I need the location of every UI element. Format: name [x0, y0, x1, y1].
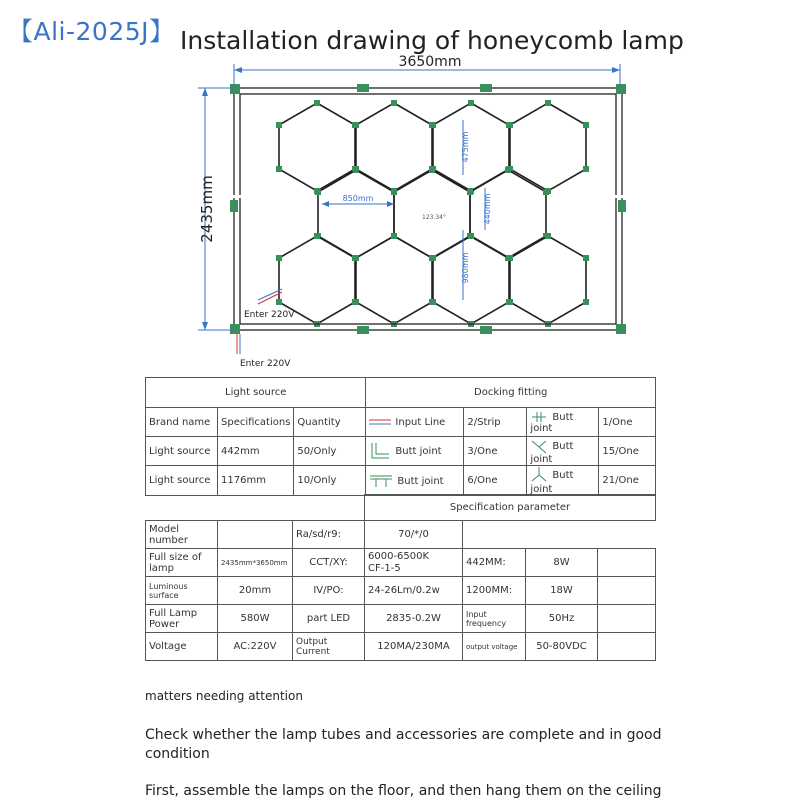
honeycomb-installation-diagram	[0, 0, 800, 380]
hex-connector	[353, 255, 359, 261]
voltage-value: AC:220V	[218, 633, 293, 661]
enter-220v-label-1: Enter 220V	[244, 310, 295, 320]
light-source-row-qty: 50/Only	[294, 437, 366, 466]
part-led-label: part LED	[293, 605, 365, 633]
hexagon-cell	[433, 236, 509, 324]
light-source-row-qty: 10/Only	[294, 466, 366, 496]
power-442-label: 442MM:	[463, 549, 526, 577]
fitting-qty: 2/Strip	[464, 408, 527, 437]
hex-connector	[507, 122, 513, 128]
model-number-label: Model number	[146, 521, 218, 549]
iv-po-label: IV/PO:	[293, 577, 365, 605]
hex-side-label: 475mm	[461, 131, 470, 163]
input-frequency-label: Input frequency	[463, 605, 526, 633]
input-line-icon	[369, 418, 391, 426]
notes-line-1: Check whether the lamp tubes and accessories are complete and in good condition	[145, 727, 662, 762]
light-source-header: Light source	[146, 378, 366, 408]
output-voltage-value: 50-80VDC	[526, 633, 598, 661]
frame-connectors	[230, 84, 626, 334]
hexagon-cell	[356, 103, 432, 191]
full-size-label: Full size of lamp	[146, 549, 218, 577]
fitting-label: Butt joint	[530, 440, 574, 465]
hex-connector	[507, 255, 513, 261]
hex-connector	[468, 100, 474, 106]
hex-connector	[391, 100, 397, 106]
hex-connector	[468, 233, 474, 239]
cct-value-1: 6000-6500K	[368, 550, 430, 562]
output-current-value: 120MA/230MA	[365, 633, 463, 661]
fitting-qty: 1/One	[599, 408, 656, 437]
fitting-straight-joint	[527, 408, 599, 437]
cct-value	[365, 549, 463, 577]
cct-value-2: CF-1-5	[368, 562, 401, 574]
l-joint-icon	[369, 442, 391, 460]
hex-connector	[430, 255, 436, 261]
hexagon-cell	[510, 236, 586, 324]
height-dimension-label: 2435mm	[198, 175, 216, 243]
notes-line-2: First, assemble the lamps on the floor, and then hang them on the ceiling	[145, 783, 662, 799]
full-lamp-power-label: Full Lamp Power	[146, 605, 218, 633]
specification-table	[145, 494, 656, 661]
luminous-surface-label: Luminous surface	[146, 577, 218, 605]
fitting-qty: 6/One	[464, 466, 527, 496]
height2-label: 980mm	[461, 252, 470, 284]
output-current-label: Output Current	[293, 633, 365, 661]
fitting-qty: 21/One	[599, 466, 656, 496]
hex-connector	[429, 167, 435, 173]
power-1200-value: 18W	[526, 577, 598, 605]
tri-joint-icon	[530, 466, 548, 484]
hexagon-cell	[356, 236, 432, 324]
frame-gaps	[232, 195, 624, 198]
hex-width-label: 850mm	[342, 194, 374, 203]
fitting-t-joint	[366, 466, 464, 496]
hex-connector	[467, 189, 473, 195]
fitting-label: Input Line	[395, 416, 446, 428]
docking-fitting-header: Docking fitting	[366, 378, 656, 408]
power-442-value: 8W	[526, 549, 598, 577]
t-joint-icon	[369, 474, 393, 488]
hex-connector	[545, 233, 551, 239]
ra-value: 70/*/0	[365, 521, 463, 549]
straight-joint-icon	[530, 411, 548, 423]
hex-connector	[353, 122, 359, 128]
notes-heading: matters needing attention	[145, 689, 303, 703]
hex-connector	[583, 255, 589, 261]
light-source-row-name: Light source	[146, 466, 218, 496]
dimension-lines	[198, 64, 620, 330]
part-led-value: 2835-0.2W	[365, 605, 463, 633]
full-lamp-power-value: 580W	[218, 605, 293, 633]
light-source-table	[145, 377, 656, 496]
hex-connector	[276, 255, 282, 261]
hex-connector	[430, 299, 436, 305]
fitting-qty: 3/One	[464, 437, 527, 466]
specifications-header: Specifications	[218, 408, 294, 437]
fitting-label: Butt joint	[530, 470, 574, 495]
dimension-arrows	[202, 67, 620, 330]
ra-label: Ra/sd/r9:	[293, 521, 365, 549]
hex-connector	[543, 189, 549, 195]
input-frequency-value: 50Hz	[526, 605, 598, 633]
watermark: 【Ali-2025J】	[8, 17, 175, 46]
angle-label: 123.34°	[422, 214, 446, 221]
fitting-label: Butt joint	[530, 411, 574, 434]
fitting-qty: 15/One	[599, 437, 656, 466]
hex-connector	[314, 100, 320, 106]
fitting-y-joint	[527, 437, 599, 466]
light-source-row-spec: 1176mm	[218, 466, 294, 496]
brand-name-header: Brand name	[146, 408, 218, 437]
fitting-l-joint	[366, 437, 464, 466]
light-source-row-name: Light source	[146, 437, 218, 466]
hex-connector	[505, 167, 511, 173]
full-size-value: 2435mm*3650mm	[218, 549, 293, 577]
hex-connector	[430, 122, 436, 128]
spec-parameter-header: Specification parameter	[365, 495, 656, 521]
hex-connector	[391, 189, 397, 195]
output-voltage-label: output voltage	[463, 633, 526, 661]
voltage-label: Voltage	[146, 633, 218, 661]
hex-connector	[353, 167, 359, 173]
outer-frame	[234, 88, 622, 330]
cct-label: CCT/XY:	[293, 549, 365, 577]
hex-connector	[583, 122, 589, 128]
fitting-tri-joint	[527, 466, 599, 496]
luminous-surface-value: 20mm	[218, 577, 293, 605]
fitting-label: Butt joint	[395, 446, 442, 457]
hex-connector	[276, 122, 282, 128]
gap-label: 440mm	[483, 193, 492, 225]
hex-connector	[276, 166, 282, 172]
hex-connector	[583, 166, 589, 172]
page-title: Installation drawing of honeycomb lamp	[180, 26, 684, 55]
light-source-row-spec: 442mm	[218, 437, 294, 466]
iv-po-value: 24-26Lm/0.2w	[365, 577, 463, 605]
fitting-label: Butt joint	[397, 475, 444, 487]
hex-connector	[545, 100, 551, 106]
hex-connector	[391, 233, 397, 239]
fitting-input-line	[366, 408, 464, 437]
hex-connector	[276, 299, 282, 305]
quantity-header: Quantity	[294, 408, 366, 437]
enter-220v-label-2: Enter 220V	[240, 359, 291, 369]
width-dimension-label: 3650mm	[398, 54, 462, 70]
hex-connector	[314, 233, 320, 239]
hex-connector	[353, 299, 359, 305]
hex-connector	[315, 189, 321, 195]
power-1200-label: 1200MM:	[463, 577, 526, 605]
input-wires	[237, 289, 282, 354]
y-joint-icon	[530, 438, 548, 454]
hex-connector	[583, 299, 589, 305]
hex-connector	[507, 299, 513, 305]
